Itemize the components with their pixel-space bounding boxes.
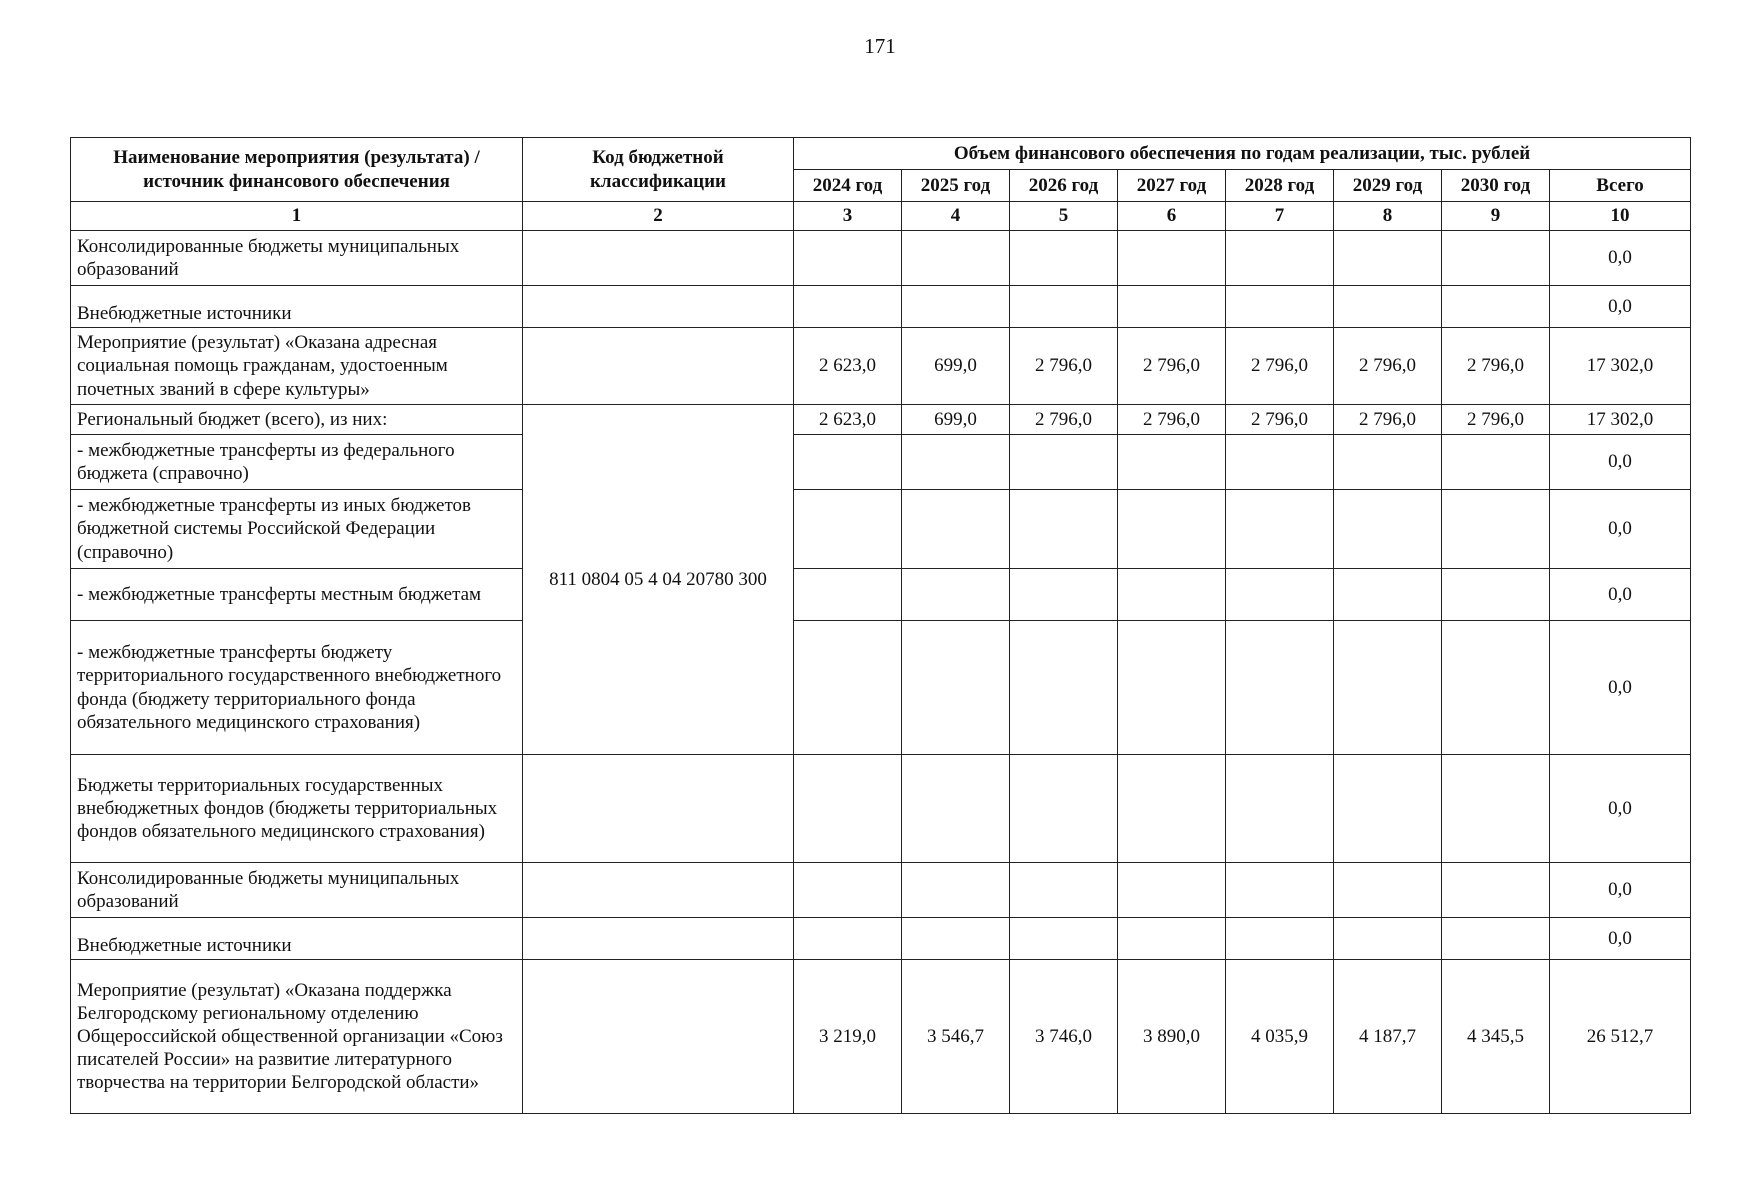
row-value (1334, 755, 1442, 863)
row-value (1010, 286, 1118, 328)
column-number: 4 (902, 202, 1010, 231)
table-row (71, 286, 1691, 328)
row-value (1442, 863, 1550, 918)
row-value (1118, 490, 1226, 569)
row-value (1334, 231, 1442, 286)
row-value (1010, 755, 1118, 863)
table-row (71, 621, 1691, 755)
table-row (71, 405, 1691, 435)
row-name: Мероприятие (результат) «Оказана поддержка Белгородскому региональному отделению Общероссийской общественной организации «Союз писателей России» на развитие литературного творчества на территории Белгородской области» (71, 960, 523, 1114)
row-total: 0,0 (1550, 918, 1691, 960)
header-name: Наименование мероприятия (результата) / источник финансового обеспечения (71, 138, 523, 202)
row-total: 17 302,0 (1550, 405, 1691, 435)
row-value (1118, 435, 1226, 490)
row-name: Мероприятие (результат) «Оказана адресная социальная помощь гражданам, удостоенным почетных званий в сфере культуры» (71, 328, 523, 405)
row-name: Консолидированные бюджеты муниципальных образований (71, 231, 523, 286)
table-row (71, 569, 1691, 621)
row-value (794, 569, 902, 621)
row-value (1442, 231, 1550, 286)
table-row (71, 328, 1691, 405)
row-value (1118, 755, 1226, 863)
column-number: 7 (1226, 202, 1334, 231)
row-code (523, 231, 794, 286)
row-value (1334, 918, 1442, 960)
row-value (1118, 569, 1226, 621)
header-code: Код бюджетной классификации (523, 138, 794, 202)
budget-table (70, 137, 1691, 1114)
row-value (1226, 435, 1334, 490)
row-value (1010, 569, 1118, 621)
row-value: 3 546,7 (902, 960, 1010, 1114)
row-value (1226, 231, 1334, 286)
row-value (1226, 621, 1334, 755)
row-value (1010, 621, 1118, 755)
column-number: 5 (1010, 202, 1118, 231)
row-value: 3 746,0 (1010, 960, 1118, 1114)
row-value (1226, 755, 1334, 863)
row-value (1010, 918, 1118, 960)
row-value (902, 490, 1010, 569)
row-code (523, 863, 794, 918)
row-value (794, 755, 902, 863)
row-value: 4 187,7 (1334, 960, 1442, 1114)
row-value (1334, 863, 1442, 918)
row-name: Консолидированные бюджеты муниципальных образований (71, 863, 523, 918)
row-total: 0,0 (1550, 231, 1691, 286)
row-value (902, 435, 1010, 490)
row-value (1010, 435, 1118, 490)
table-row (71, 435, 1691, 490)
column-number: 9 (1442, 202, 1550, 231)
row-name: - межбюджетные трансферты из иных бюджетов бюджетной системы Российской Федерации (справочно) (71, 490, 523, 569)
row-value (1118, 863, 1226, 918)
row-value: 2 796,0 (1442, 405, 1550, 435)
row-value (1334, 569, 1442, 621)
row-value (794, 863, 902, 918)
row-total: 0,0 (1550, 621, 1691, 755)
row-value (902, 755, 1010, 863)
header-year: 2029 год (1334, 170, 1442, 202)
row-total: 0,0 (1550, 286, 1691, 328)
row-value (902, 569, 1010, 621)
row-value (1442, 286, 1550, 328)
row-value: 2 796,0 (1226, 405, 1334, 435)
row-value (794, 490, 902, 569)
column-number: 6 (1118, 202, 1226, 231)
row-value (1226, 863, 1334, 918)
row-value (1226, 490, 1334, 569)
row-code (523, 286, 794, 328)
row-total: 26 512,7 (1550, 960, 1691, 1114)
row-value (794, 231, 902, 286)
row-value (1118, 918, 1226, 960)
row-value: 2 796,0 (1010, 328, 1118, 405)
page-number: 171 (864, 34, 896, 58)
row-value (1118, 231, 1226, 286)
row-value (1442, 621, 1550, 755)
row-value (794, 918, 902, 960)
row-value (902, 621, 1010, 755)
row-value: 4 035,9 (1226, 960, 1334, 1114)
table-row (71, 755, 1691, 863)
row-value: 2 796,0 (1118, 405, 1226, 435)
row-value: 4 345,5 (1442, 960, 1550, 1114)
row-value (794, 435, 902, 490)
row-code (523, 755, 794, 863)
row-total: 0,0 (1550, 490, 1691, 569)
row-name: Бюджеты территориальных государственных внебюджетных фондов (бюджеты территориальных фондов обязательного медицинского страхования) (71, 755, 523, 863)
column-number: 8 (1334, 202, 1442, 231)
header-year: 2026 год (1010, 170, 1118, 202)
row-value (902, 863, 1010, 918)
row-value (1010, 231, 1118, 286)
row-value (902, 286, 1010, 328)
header-volume: Объем финансового обеспечения по годам реализации, тыс. рублей (794, 138, 1691, 170)
row-value (1226, 918, 1334, 960)
column-number: 1 (71, 202, 523, 231)
row-name: - межбюджетные трансферты из федерального бюджета (справочно) (71, 435, 523, 490)
row-name: - межбюджетные трансферты бюджету территориального государственного внебюджетного фонда (бюджету территориального фонда обязательного медицинского страхования) (71, 621, 523, 755)
row-value (902, 231, 1010, 286)
column-number: 2 (523, 202, 794, 231)
row-name: Внебюджетные источники (71, 286, 523, 328)
row-code (523, 918, 794, 960)
row-value: 2 796,0 (1118, 328, 1226, 405)
row-value: 2 623,0 (794, 328, 902, 405)
row-total: 0,0 (1550, 569, 1691, 621)
row-total: 0,0 (1550, 863, 1691, 918)
row-value (1442, 435, 1550, 490)
row-code (523, 328, 794, 405)
row-value (1442, 569, 1550, 621)
row-value (1118, 286, 1226, 328)
row-value: 3 890,0 (1118, 960, 1226, 1114)
row-value (1442, 755, 1550, 863)
header-year: 2025 год (902, 170, 1010, 202)
row-value (1334, 286, 1442, 328)
row-name: - межбюджетные трансферты местным бюджетам (71, 569, 523, 621)
row-total: 17 302,0 (1550, 328, 1691, 405)
row-value (1226, 569, 1334, 621)
row-value (794, 286, 902, 328)
row-name: Внебюджетные источники (71, 918, 523, 960)
row-value: 2 796,0 (1442, 328, 1550, 405)
table-row (71, 960, 1691, 1114)
table-row (71, 863, 1691, 918)
row-value: 2 796,0 (1010, 405, 1118, 435)
table-row (71, 918, 1691, 960)
header-year: 2030 год (1442, 170, 1550, 202)
row-value (794, 621, 902, 755)
row-value: 2 623,0 (794, 405, 902, 435)
row-value (1334, 621, 1442, 755)
row-value (1226, 286, 1334, 328)
row-total: 0,0 (1550, 435, 1691, 490)
row-value: 699,0 (902, 405, 1010, 435)
row-value (1442, 490, 1550, 569)
header-total: Всего (1550, 170, 1691, 202)
header-year: 2027 год (1118, 170, 1226, 202)
table-row (71, 231, 1691, 286)
row-value: 699,0 (902, 328, 1010, 405)
row-total: 0,0 (1550, 755, 1691, 863)
row-name: Региональный бюджет (всего), из них: (71, 405, 523, 435)
row-value: 2 796,0 (1334, 328, 1442, 405)
row-value (1334, 435, 1442, 490)
row-value: 3 219,0 (794, 960, 902, 1114)
row-value (1334, 490, 1442, 569)
row-value (1442, 918, 1550, 960)
row-code (523, 960, 794, 1114)
column-number: 3 (794, 202, 902, 231)
column-number: 10 (1550, 202, 1691, 231)
row-value: 2 796,0 (1334, 405, 1442, 435)
row-value: 2 796,0 (1226, 328, 1334, 405)
row-value (1010, 863, 1118, 918)
header-year: 2024 год (794, 170, 902, 202)
header-year: 2028 год (1226, 170, 1334, 202)
table-row (71, 490, 1691, 569)
row-value (1010, 490, 1118, 569)
row-value (902, 918, 1010, 960)
row-value (1118, 621, 1226, 755)
budget-code: 811 0804 05 4 04 20780 300 (523, 405, 794, 755)
